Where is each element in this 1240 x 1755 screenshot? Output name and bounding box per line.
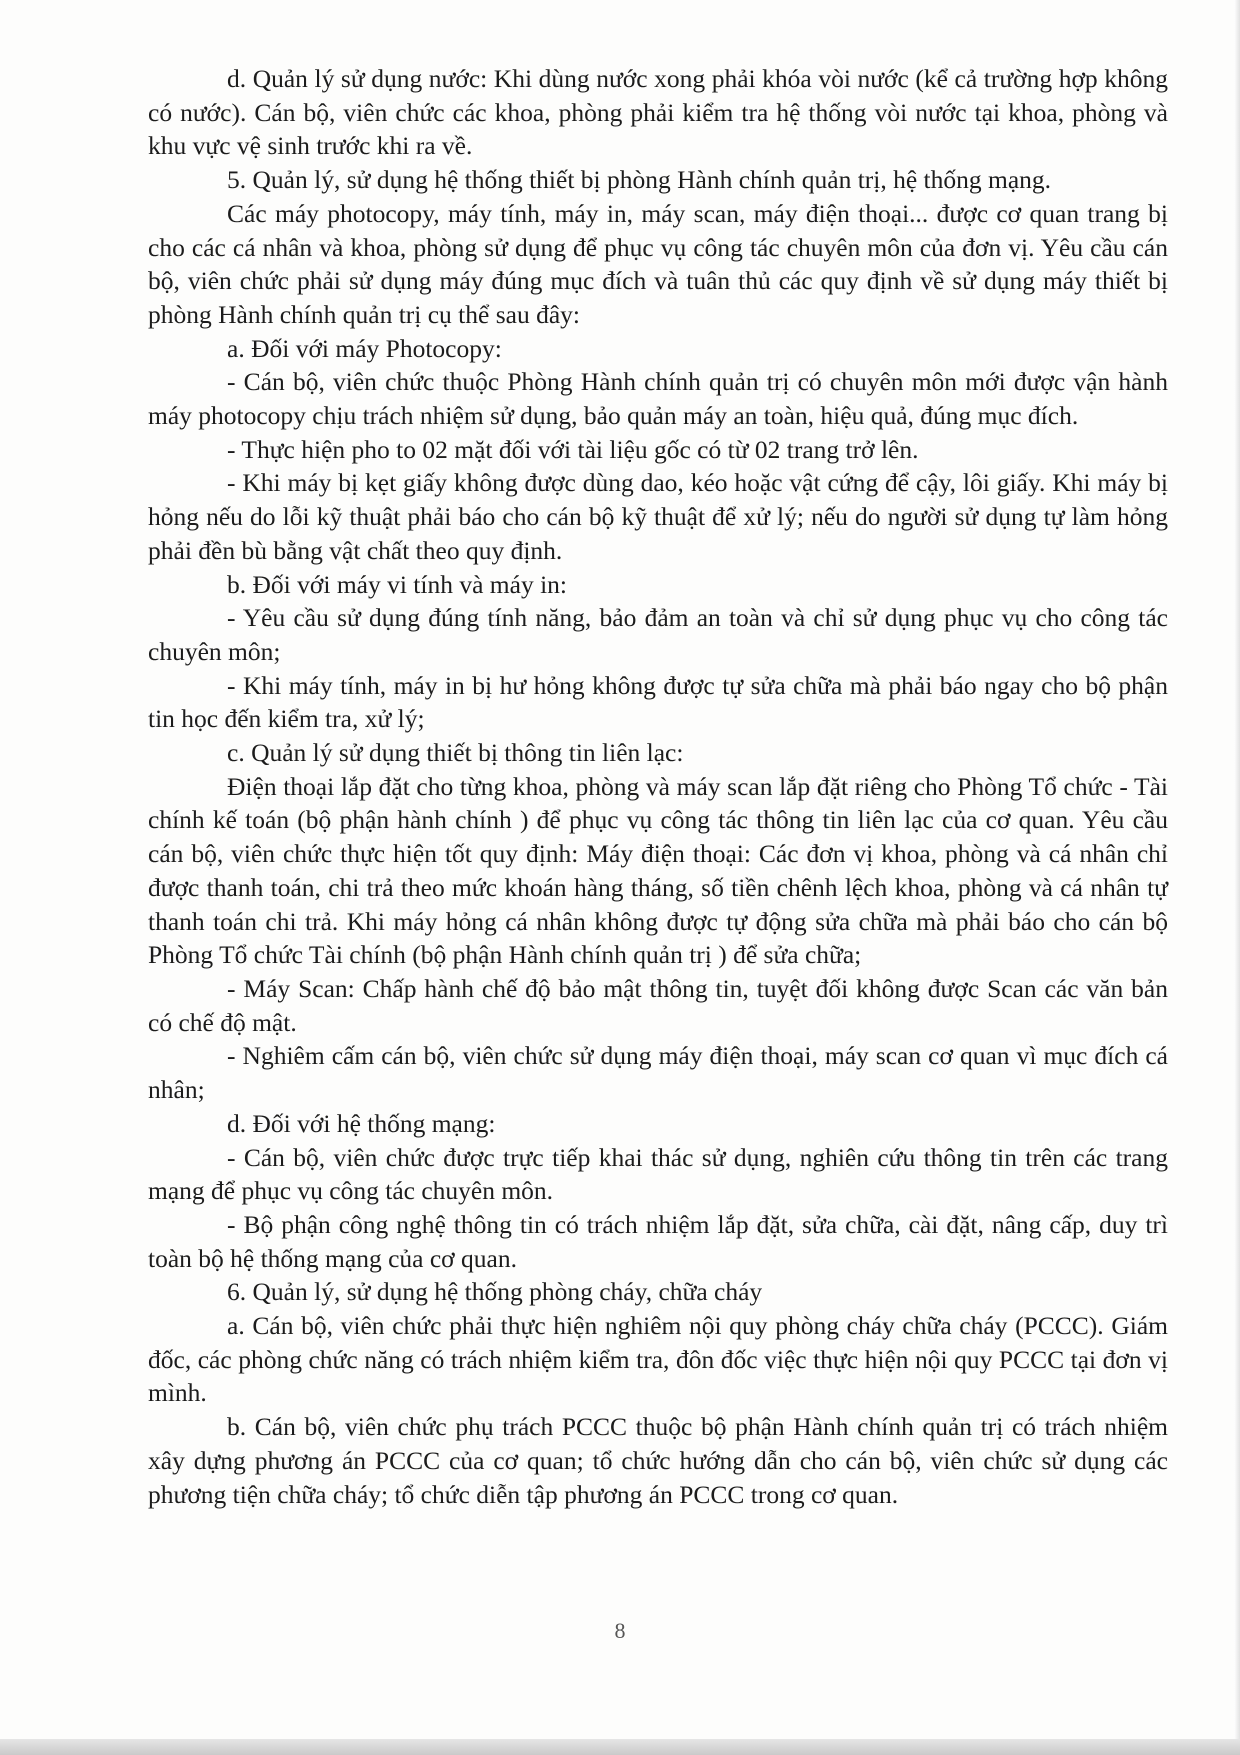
paragraph-equipment-intro: Các máy photocopy, máy tính, máy in, máy scan, máy điện thoại... được cơ quan trang bị cho các cá nhân và khoa, phòng sử dụng để phục vụ công tác chuyên môn của đơn vị. Yêu cầu cán bộ, viên chức phải sử dụng máy đúng mục đích và tuân thủ các quy định về sử dụng máy thiết bị phòng Hành chính quản trị cụ thể sau đây: — [148, 198, 1168, 329]
subheading-network: d. Đối với hệ thống mạng: — [227, 1108, 496, 1138]
paragraph-network-usage: - Cán bộ, viên chức được trực tiếp khai thác sử dụng, nghiên cứu thông tin trên các trang mạng để phục vụ công tác chuyên môn. — [148, 1142, 1168, 1206]
paragraph-computer-usage: - Yêu cầu sử dụng đúng tính năng, bảo đảm an toàn và chỉ sử dụng phục vụ cho công tác chuyên môn; — [148, 603, 1168, 666]
page-number: 8 — [614, 1618, 626, 1643]
heading-section-6: 6. Quản lý, sử dụng hệ thống phòng cháy, chữa cháy — [227, 1277, 763, 1307]
paragraph-computer-repair: - Khi máy tính, máy in bị hư hỏng không được tự sửa chữa mà phải báo ngay cho bộ phận tin học đến kiểm tra, xử lý; — [148, 670, 1168, 734]
subheading-computer-printer: b. Đối với máy vi tính và máy in: — [227, 569, 567, 599]
paragraph-photocopy-operation: - Cán bộ, viên chức thuộc Phòng Hành chính quản trị có chuyên môn mới được vận hành máy photocopy chịu trách nhiệm sử dụng, bảo quản máy an toàn, hiệu quả, đúng mục đích. — [148, 367, 1168, 431]
paragraph-telephone: Điện thoại lắp đặt cho từng khoa, phòng và máy scan lắp đặt riêng cho Phòng Tổ chức - Tài chính kế toán (bộ phận hành chính ) để phục vụ công tác thông tin liên lạc của cơ quan. Yêu cầu cán bộ, viên chức thực hiện tốt quy định: Máy điện thoại: Các đơn vị khoa, phòng và cá nhân chỉ được thanh toán, chi trả theo mức khoán hàng tháng, số tiền chênh lệch khoa, phòng và cá nhân tự thanh toán chi trả. Khi máy hỏng cá nhân không được tự động sửa chữa mà phải báo cho cán bộ Phòng Tổ chức Tài chính (bộ phận Hành chính quản trị ) để sửa chữa; — [148, 771, 1168, 970]
scan-edge-right — [1234, 0, 1240, 1755]
paragraph-network-it: - Bộ phận công nghệ thông tin có trách nhiệm lắp đặt, sửa chữa, cài đặt, nâng cấp, duy trì toàn bộ hệ thống mạng của cơ quan. — [148, 1209, 1168, 1273]
paragraph-photocopy-jam: - Khi máy bị kẹt giấy không được dùng dao, kéo hoặc vật cứng để cậy, lôi giấy. Khi máy bị hỏng nếu do lỗi kỹ thuật phải báo cho cán bộ kỹ thuật để xử lý; nếu do người sử dụng tự làm hỏng phải đền bù bằng vật chất theo quy định. — [148, 468, 1168, 565]
paragraph-scanner: - Máy Scan: Chấp hành chế độ bảo mật thông tin, tuyệt đối không được Scan các văn bản có chế độ mật. — [148, 973, 1168, 1037]
heading-section-5: 5. Quản lý, sử dụng hệ thống thiết bị phòng Hành chính quản trị, hệ thống mạng. — [227, 165, 1052, 195]
body-text — [148, 62, 1168, 1511]
subheading-photocopy: a. Đối với máy Photocopy: — [227, 333, 502, 363]
paragraph-water-management: d. Quản lý sử dụng nước: Khi dùng nước xong phải khóa vòi nước (kể cả trường hợp không có nước). Cán bộ, viên chức các khoa, phòng phải kiểm tra hệ thống vòi nước tại khoa, phòng và khu vực vệ sinh trước khi ra về. — [148, 64, 1168, 161]
paragraph-fire-rules: a. Cán bộ, viên chức phải thực hiện nghiêm nội quy phòng cháy chữa cháy (PCCC). Giám đốc, các phòng chức năng có trách nhiệm kiểm tra, đôn đốc việc thực hiện nội quy PCCC tại đơn vị mình. — [148, 1311, 1168, 1408]
paragraph-fire-plan: b. Cán bộ, viên chức phụ trách PCCC thuộc bộ phận Hành chính quản trị có trách nhiệm xây dựng phương án PCCC của cơ quan; tổ chức hướng dẫn cho cán bộ, viên chức sử dụng các phương tiện chữa cháy; tổ chức diễn tập phương án PCCC trong cơ quan. — [148, 1412, 1168, 1509]
paragraph-personal-use-ban: - Nghiêm cấm cán bộ, viên chức sử dụng máy điện thoại, máy scan cơ quan vì mục đích cá nhân; — [148, 1041, 1168, 1105]
subheading-communication: c. Quản lý sử dụng thiết bị thông tin liên lạc: — [227, 738, 684, 768]
scan-edge-bottom — [0, 1739, 1240, 1755]
paragraph-photocopy-duplex: - Thực hiện pho to 02 mặt đối với tài liệu gốc có từ 02 trang trở lên. — [227, 434, 919, 464]
